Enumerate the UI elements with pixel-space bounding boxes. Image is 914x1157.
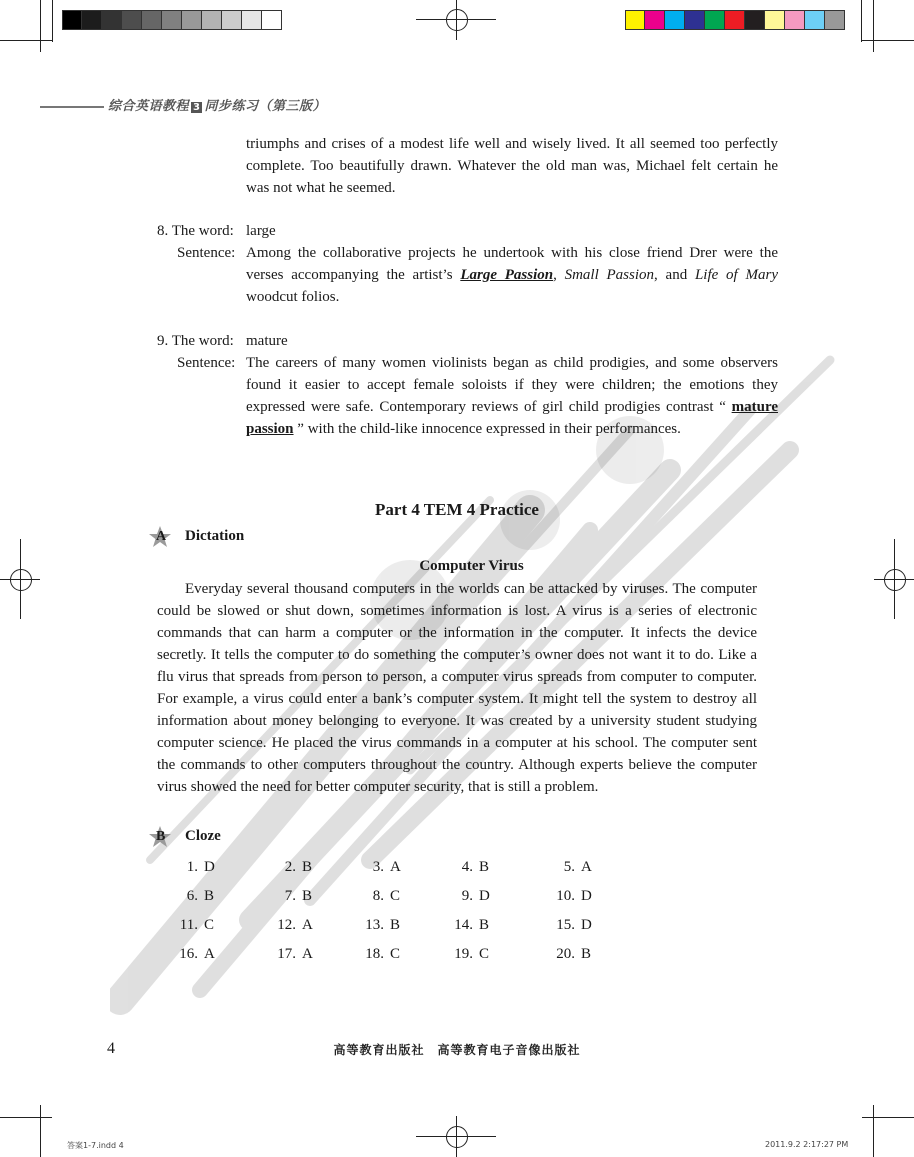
calibration-swatch [665, 10, 685, 30]
color-calibration-bar [625, 10, 845, 30]
cloze-number: 9. [461, 888, 473, 904]
item-9-target-word: mature passion [246, 399, 778, 437]
calibration-swatch [142, 10, 162, 30]
calibration-swatch [645, 10, 665, 30]
cloze-answer: C [479, 946, 490, 962]
cloze-answer: B [390, 917, 401, 933]
section-a-title: Dictation [185, 528, 245, 544]
cloze-answer: C [204, 917, 215, 933]
item-8-target-word: Large Passion [460, 267, 554, 283]
cloze-answer: B [479, 917, 490, 933]
cloze-number: 7. [284, 888, 296, 904]
cloze-answer: B [302, 859, 313, 875]
calibration-swatch [122, 10, 142, 30]
calibration-swatch [745, 10, 765, 30]
calibration-swatch [685, 10, 705, 30]
item-9-word-label: 9. The word: [157, 333, 234, 349]
cloze-answer: B [204, 888, 215, 904]
cloze-number: 16. [179, 946, 198, 962]
calibration-swatch [825, 10, 845, 30]
cloze-answer: B [479, 859, 490, 875]
page-number: 4 [107, 1040, 115, 1057]
calibration-swatch [202, 10, 222, 30]
cloze-number: 17. [277, 946, 296, 962]
volume-badge: 3 [193, 102, 201, 113]
cloze-number: 1. [186, 859, 198, 875]
cloze-number: 13. [365, 917, 384, 933]
book-subtitle: 同步练习（第三版） [204, 99, 326, 114]
section-b-title: Cloze [185, 828, 221, 844]
cloze-answer: A [302, 917, 313, 933]
cloze-number: 12. [277, 917, 296, 933]
slug-timestamp: 2011.9.2 2:17:27 PM [765, 1140, 849, 1149]
cloze-answer: B [302, 888, 313, 904]
calibration-swatch [705, 10, 725, 30]
calibration-swatch [262, 10, 282, 30]
cloze-number: 4. [461, 859, 473, 875]
slug-file: 答案1-7.indd 4 [67, 1141, 124, 1150]
calibration-swatch [725, 10, 745, 30]
calibration-swatch [805, 10, 825, 30]
cloze-number: 10. [556, 888, 575, 904]
calibration-swatch [242, 10, 262, 30]
section-b-letter: B [156, 829, 166, 844]
calibration-swatch [765, 10, 785, 30]
part-title: Part 4 TEM 4 Practice [375, 500, 539, 519]
cloze-number: 8. [372, 888, 384, 904]
cloze-number: 15. [556, 917, 575, 933]
cloze-answer: A [302, 946, 313, 962]
item-8-word: large [246, 223, 276, 239]
item-9-sentence: The careers of many women violinists began as child prodigies, and some observers found it easier to accept female soloists if they were children; the emotions they expressed were safe. Contemporary reviews of girl child prodigies contrast “ mature passion ” with the child-like innocence expressed in their performances. [246, 355, 778, 437]
cloze-answer: B [581, 946, 592, 962]
grayscale-calibration-bar [62, 10, 282, 30]
item-8-word-label: 8. The word: [157, 223, 234, 239]
calibration-swatch [102, 10, 122, 30]
calibration-swatch [182, 10, 202, 30]
cloze-answer: A [204, 946, 215, 962]
running-head [108, 95, 326, 114]
dictation-passage: Everyday several thousand computers in the worlds can be attacked by viruses. The computer could be slowed or shut down, sometimes information is lost. A virus is a series of electronic commands that can harm a computer or the information in the computer. It infects the device secretly. It tells the computer to do something the computer’s owner does not want it to do. Like a flu virus that spreads from person to person, a computer virus spreads from computer to computer. For example, a virus could enter a bank’s computer system. It might tell the system to destroy all information about money belonging to everyone. It was created by a university student studying computer science. He placed the virus commands in a computer at his school. The computer sent the commands to other computers throughout the country. Although experts believe the computer virus showed the need for better computer security, that is still a problem. [157, 581, 757, 795]
cloze-answer: D [204, 859, 215, 875]
header-rule [40, 106, 104, 108]
cloze-answer: C [390, 946, 401, 962]
cloze-answer: D [581, 888, 592, 904]
cloze-number: 19. [454, 946, 473, 962]
cloze-number: 6. [186, 888, 198, 904]
calibration-swatch [162, 10, 182, 30]
cloze-answer: A [390, 859, 401, 875]
cloze-number: 20. [556, 946, 575, 962]
cloze-number: 5. [563, 859, 575, 875]
cloze-number: 3. [372, 859, 384, 875]
publisher-line: 高等教育出版社 高等教育电子音像出版社 [333, 1043, 581, 1057]
cloze-number: 18. [365, 946, 384, 962]
cloze-answer: D [581, 917, 592, 933]
cloze-number: 14. [454, 917, 473, 933]
cloze-answer: A [581, 859, 592, 875]
continuation-text: triumphs and crises of a modest life well and wisely lived. It all seemed too perfectly complete. Too beautifully drawn. Whatever the old man was, Michael felt certain he was not what he seemed. [246, 136, 778, 196]
cloze-answer: D [479, 888, 490, 904]
section-a-letter: A [156, 529, 167, 544]
item-8-sentence: Among the collaborative projects he undertook with his close friend Drer were the verses accompanying the artist’s Large Passion, Small Passion, and Life of Mary woodcut folios. [246, 245, 778, 305]
calibration-swatch [82, 10, 102, 30]
cloze-answer: C [390, 888, 401, 904]
item-9-word: mature [246, 333, 288, 349]
cloze-number: 2. [284, 859, 296, 875]
calibration-swatch [222, 10, 242, 30]
item-8-sentence-label: Sentence: [177, 245, 236, 261]
item-9-sentence-label: Sentence: [177, 355, 236, 371]
calibration-swatch [62, 10, 82, 30]
calibration-swatch [785, 10, 805, 30]
book-title: 综合英语教程 [108, 99, 190, 114]
passage-title: Computer Virus [419, 558, 524, 574]
calibration-swatch [625, 10, 645, 30]
cloze-number: 11. [179, 917, 198, 933]
